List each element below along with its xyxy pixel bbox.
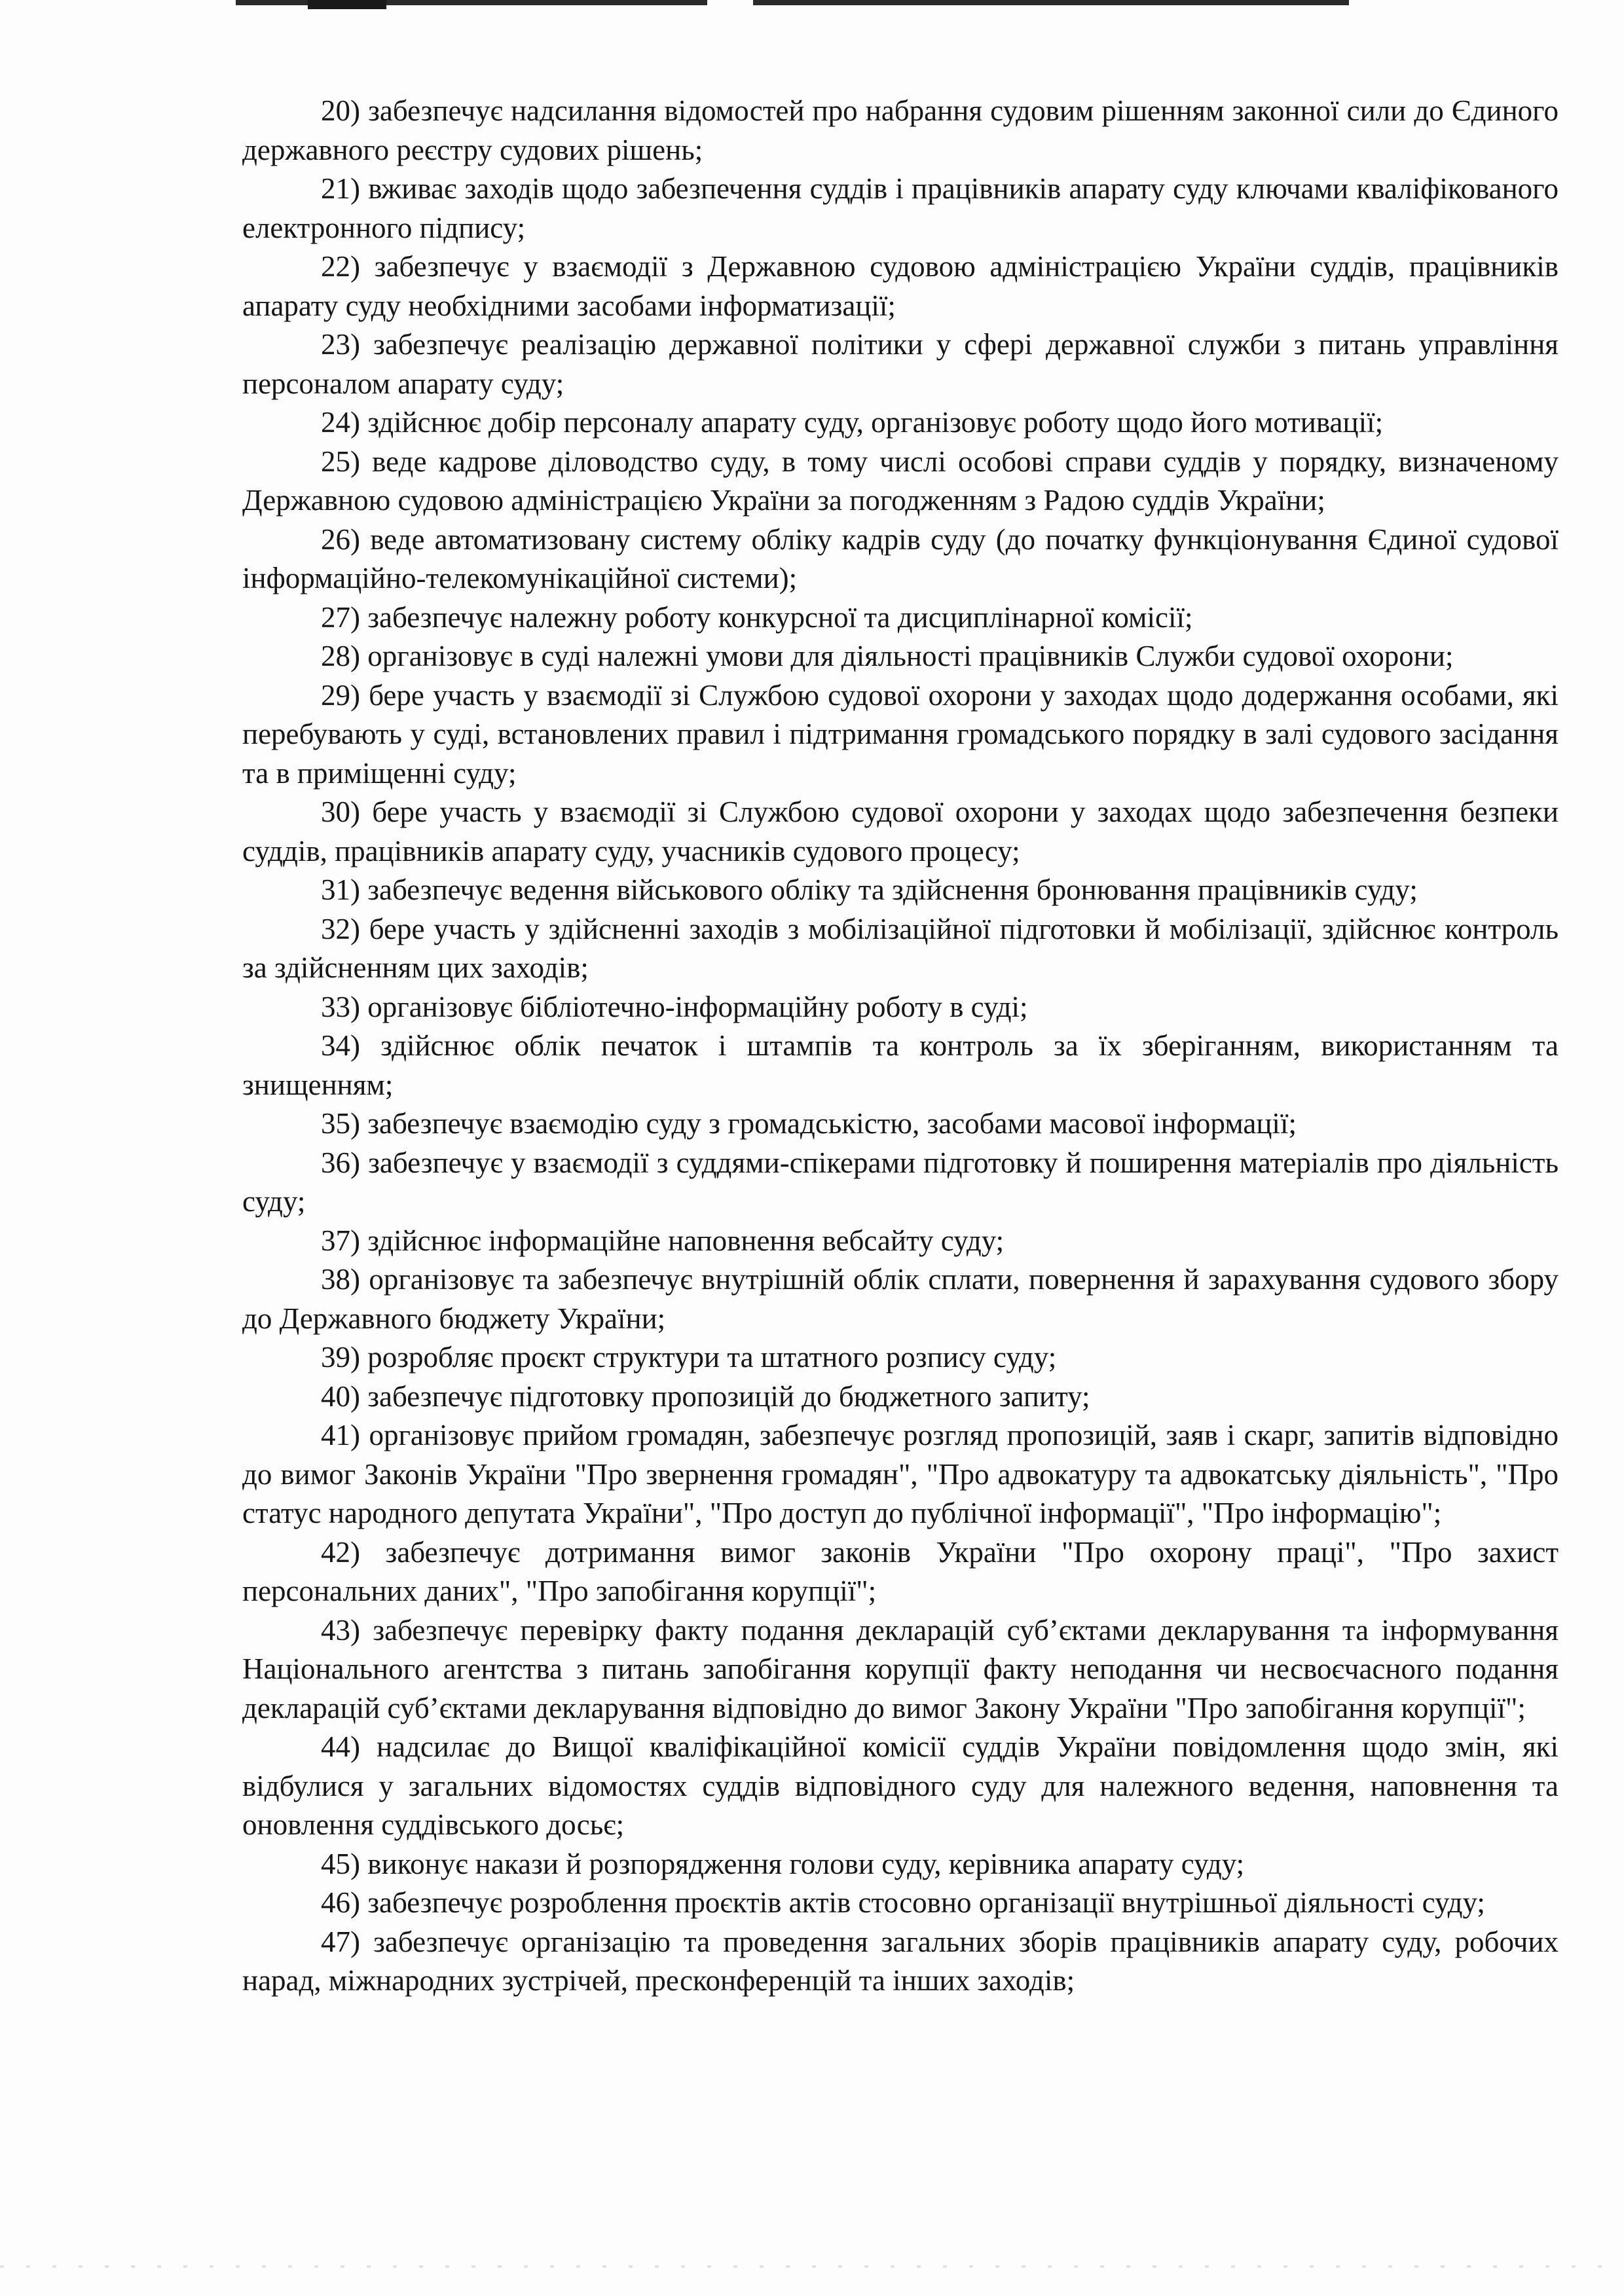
list-item-25: 25) веде кадрове діловодство суду, в тому числі особові справи суддів у порядку, визначеному Державною судовою адміністрацією України за погодженням з Радою суддів України; [242, 445, 1559, 517]
scan-edge-mark [308, 0, 386, 9]
list-item-47: 47) забезпечує організацію та проведення загальних зборів працівників апарату суду, робочих нарад, міжнародних зустрічей, пресконференцій та інших заходів; [242, 1925, 1559, 1997]
document-body [242, 92, 1559, 2001]
list-item-36: 36) забезпечує у взаємодії з суддями-спікерами підготовку й поширення матеріалів про діяльність суду; [242, 1146, 1559, 1218]
list-item-23: 23) забезпечує реалізацію державної політики у сфері державної служби з питань управління персоналом апарату суду; [242, 328, 1559, 400]
list-item-37: 37) здійснює інформаційне наповнення вебсайту суду; [321, 1224, 1005, 1257]
list-item-27: 27) забезпечує належну роботу конкурсної та дисциплінарної комісії; [321, 600, 1193, 634]
scan-edge-mark [753, 0, 1349, 5]
list-item-43: 43) забезпечує перевірку факту подання декларацій суб’єктами декларування та інформування Національного агентства з питань запобігання корупції факту неподання чи несвоєчасного подання декларацій суб’єктами декларування відповідно до вимог Закону України "Про запобігання корупції"; [242, 1613, 1559, 1724]
list-item-45: 45) виконує накази й розпорядження голови суду, керівника апарату суду; [321, 1847, 1245, 1880]
list-item-22: 22) забезпечує у взаємодії з Державною судовою адміністрацією України суддів, працівників апарату суду необхідними засобами інформатизації; [242, 250, 1559, 322]
list-item-28: 28) організовує в суді належні умови для діяльності працівників Служби судової охорони; [321, 640, 1454, 672]
list-item-30: 30) бере участь у взаємодії зі Службою судової охорони у заходах щодо забезпечення безпеки суддів, працівників апарату суду, учасників судового процесу; [242, 795, 1559, 867]
list-item-38: 38) організовує та забезпечує внутрішній облік сплати, повернення й зарахування судового збору до Державного бюджету України; [242, 1263, 1559, 1335]
scan-noise [0, 2265, 1624, 2268]
list-item-46: 46) забезпечує розроблення проєктів актів стосовно організації внутрішньої діяльності суду; [321, 1886, 1485, 1919]
list-item-29: 29) бере участь у взаємодії зі Службою судової охорони у заходах щодо додержання особами, які перебувають у суді, встановлених правил і підтримання громадського порядку в залі судового засідання та в приміщенні суду; [242, 678, 1559, 790]
list-item-24: 24) здійснює добір персоналу апарату суду, організовує роботу щодо його мотивації; [321, 406, 1384, 439]
scan-edge-mark [236, 0, 707, 5]
list-item-41: 41) організовує прийом громадян, забезпечує розгляд пропозицій, заяв і скарг, запитів відповідно до вимог Законів України "Про звернення громадян", "Про адвокатуру та адвокатську діяльність", "Про статус народного депутата України", "Про доступ до публічної інформації", "Про інформацію"; [242, 1419, 1559, 1529]
list-item-34: 34) здійснює облік печаток і штампів та контроль за їх зберіганням, використанням та знищенням; [242, 1029, 1559, 1101]
list-item-31: 31) забезпечує ведення військового обліку та здійснення бронювання працівників суду; [321, 873, 1418, 906]
list-item-35: 35) забезпечує взаємодію суду з громадськістю, засобами масової інформації; [321, 1107, 1297, 1140]
list-item-32: 32) бере участь у здійсненні заходів з мобілізаційної підготовки й мобілізації, здійснює контроль за здійсненням цих заходів; [242, 912, 1559, 984]
list-item-20: 20) забезпечує надсилання відомостей про набрання судовим рішенням законної сили до Єдиного державного реєстру судових рішень; [242, 94, 1559, 166]
list-item-26: 26) веде автоматизовану систему обліку кадрів суду (до початку функціонування Єдиної судової інформаційно-телекомунікаційної системи); [242, 522, 1559, 594]
list-item-42: 42) забезпечує дотримання вимог законів України "Про охорону праці", "Про захист персональних даних", "Про запобігання корупції"; [242, 1535, 1559, 1607]
list-item-21: 21) вживає заходів щодо забезпечення суддів і працівників апарату суду ключами кваліфікованого електронного підпису; [242, 172, 1559, 244]
list-item-44: 44) надсилає до Вищої кваліфікаційної комісії суддів України повідомлення щодо змін, які відбулися у загальних відомостях суддів відповідного суду для належного ведення, наповнення та оновлення суддівського досьє; [242, 1730, 1559, 1841]
list-item-33: 33) організовує бібліотечно-інформаційну роботу в суді; [321, 990, 1028, 1023]
list-item-39: 39) розробляє проєкт структури та штатного розпису суду; [321, 1341, 1057, 1374]
list-item-40: 40) забезпечує підготовку пропозицій до бюджетного запиту; [321, 1379, 1090, 1413]
